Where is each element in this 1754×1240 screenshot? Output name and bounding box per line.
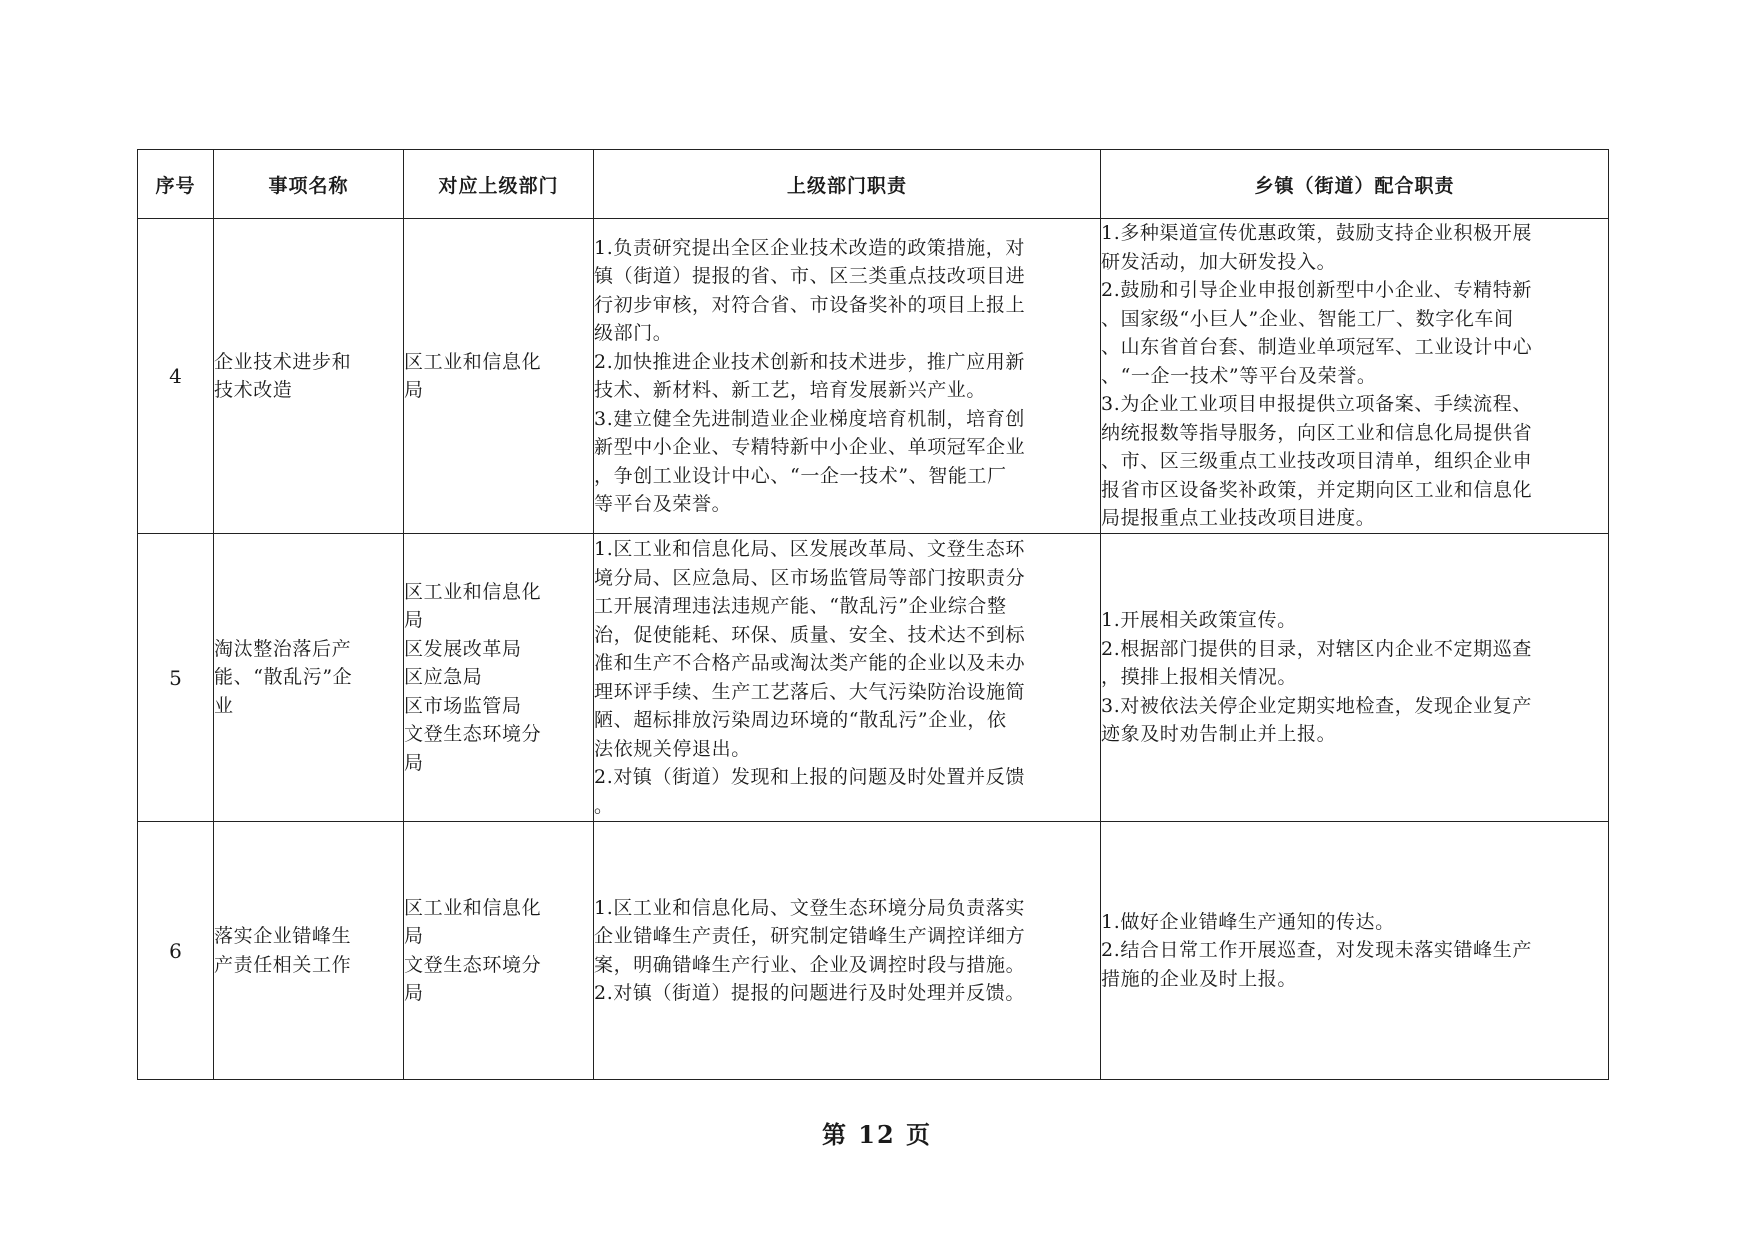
cell-text-line: 等平台及荣誉。 [594,493,732,515]
duty-table [137,149,1609,1080]
cell-text-line: 措施的企业及时上报。 [1101,967,1298,990]
cell-text-line: 1.区工业和信息化局、文登生态环境分局负责落实 [594,896,1025,919]
header-town-duty: 乡镇（街道）配合职责 [1101,150,1609,219]
cell-text-line: 3.为企业工业项目申报提供立项备案、手续流程、 [1101,393,1532,416]
cell-text-line: 区应急局 [404,666,483,689]
cell-text-line: 局 [404,379,424,401]
upper-dept-cell [404,219,594,534]
cell-text-line: 工开展清理违法违规产能、“散乱污”企业综合整 [594,595,1007,617]
seq-cell: 5 [138,534,214,822]
cell-text-line: 局 [404,751,424,774]
town-duty-cell [1101,534,1609,822]
town-duty-cell [1101,219,1609,534]
cell-text-line: 3.对被依法关停企业定期实地检查，发现企业复产 [1101,694,1532,717]
header-seq: 序号 [138,150,214,219]
cell-text-line: 迹象及时劝告制止并上报。 [1101,723,1337,746]
cell-text-line: 镇（街道）提报的省、市、区三类重点技改项目进 [594,265,1026,287]
cell-text-line: 陋、超标排放污染周边环境的“散乱污”企业，依 [594,709,1007,731]
cell-text-line: 2.对镇（街道）提报的问题进行及时处理并反馈。 [594,982,1025,1004]
cell-text-line: 准和生产不合格产品或淘汰类产能的企业以及未办 [594,652,1026,674]
cell-text-line: 2.结合日常工作开展巡查，对发现未落实错峰生产 [1101,939,1532,962]
cell-text-line: 1.多种渠道宣传优惠政策，鼓励支持企业积极开展 [1101,222,1532,245]
cell-text-line: 、市、区三级重点工业技改项目清单，组织企业申 [1101,450,1533,473]
upper-duty-cell [594,534,1101,822]
cell-text-line: 文登生态环境分 [404,723,542,746]
header-upper-dept: 对应上级部门 [404,150,594,219]
page-number: 第 12 页 [821,1120,933,1149]
cell-text-line: 法依规关停退出。 [594,737,751,760]
cell-text-line: 纳统报数等指导服务，向区工业和信息化局提供省 [1101,421,1533,444]
table-row [138,219,1609,534]
cell-text-line: 。 [594,794,614,817]
table-header-row [138,150,1609,219]
cell-text-line: 2.鼓励和引导企业申报创新型中小企业、专精特新 [1101,279,1532,302]
cell-text-line: 技术、新材料、新工艺，培育发展新兴产业。 [594,379,987,401]
header-upper-duty: 上级部门职责 [594,150,1101,219]
item-name-cell [214,219,404,534]
cell-text-line: 区工业和信息化 [404,896,542,919]
cell-text-line: 局 [404,925,424,947]
cell-text-line: 文登生态环境分 [404,953,542,976]
cell-text-line: 2.根据部门提供的目录，对辖区内企业不定期巡查 [1101,637,1532,660]
town-duty-cell [1101,822,1609,1080]
cell-text-line: 研发活动，加大研发投入。 [1101,250,1337,273]
cell-text-line: 、“一企一技术”等平台及荣誉。 [1101,364,1377,387]
cell-text-line: 能、“散乱污”企 [214,666,353,689]
upper-duty-cell [594,219,1101,534]
cell-text-line: 局 [404,982,424,1004]
cell-text-line: 区发展改革局 [404,637,522,660]
upper-dept-cell [404,822,594,1080]
cell-text-line: 、山东省首台套、制造业单项冠军、工业设计中心 [1101,336,1533,359]
cell-text-line: 新型中小企业、专精特新中小企业、单项冠军企业 [594,436,1026,458]
cell-text-line: 、国家级“小巨人”企业、智能工厂、数字化车间 [1101,307,1514,330]
cell-text-line: 行初步审核，对符合省、市设备奖补的项目上报上 [594,293,1026,316]
cell-text-line: 境分局、区应急局、区市场监管局等部门按职责分 [594,566,1026,589]
cell-text-line: 3.建立健全先进制造业企业梯度培育机制，培育创 [594,407,1025,430]
table-body [138,219,1609,1080]
cell-text-line: ，摸排上报相关情况。 [1101,666,1298,689]
cell-text-line: 淘汰整治落后产 [214,637,352,660]
cell-text-line: 理环评手续、生产工艺落后、大气污染防治设施简 [594,680,1026,703]
cell-text-line: 1.负责研究提出全区企业技术改造的政策措施，对 [594,236,1025,259]
cell-text-line: 案，明确错峰生产行业、企业及调控时段与措施。 [594,953,1026,976]
table-row [138,534,1609,822]
cell-text-line: 区市场监管局 [404,694,522,717]
cell-text-line: 1.区工业和信息化局、区发展改革局、文登生态环 [594,538,1025,560]
cell-text-line: 治，促使能耗、环保、质量、安全、技术达不到标 [594,623,1026,646]
cell-text-line: 局提报重点工业技改项目进度。 [1101,507,1376,530]
cell-text-line: 业 [214,694,234,717]
cell-text-line: 1.开展相关政策宣传。 [1101,609,1297,632]
upper-duty-cell [594,822,1101,1080]
seq-cell: 6 [138,822,214,1080]
cell-text-line: 级部门。 [594,322,673,344]
header-item-name: 事项名称 [214,150,404,219]
cell-text-line: 区工业和信息化 [404,580,542,603]
cell-text-line: 局 [404,609,424,632]
cell-text-line: 技术改造 [214,379,293,401]
cell-text-line: 1.做好企业错峰生产通知的传达。 [1101,910,1395,933]
cell-text-line: 产责任相关工作 [214,953,352,976]
cell-text-line: 区工业和信息化 [404,350,542,373]
item-name-cell [214,534,404,822]
table-row [138,822,1609,1080]
cell-text-line: 2.对镇（街道）发现和上报的问题及时处置并反馈 [594,766,1025,788]
cell-text-line: 落实企业错峰生 [214,925,352,947]
item-name-cell [214,822,404,1080]
cell-text-line: 2.加快推进企业技术创新和技术进步，推广应用新 [594,350,1025,373]
cell-text-line: 企业错峰生产责任，研究制定错峰生产调控详细方 [594,925,1026,947]
seq-cell: 4 [138,219,214,534]
cell-text-line: 报省市区设备奖补政策，并定期向区工业和信息化 [1101,478,1533,501]
upper-dept-cell [404,534,594,822]
cell-text-line: ，争创工业设计中心、“一企一技术”、智能工厂 [594,464,1007,487]
cell-text-line: 企业技术进步和 [214,350,352,373]
